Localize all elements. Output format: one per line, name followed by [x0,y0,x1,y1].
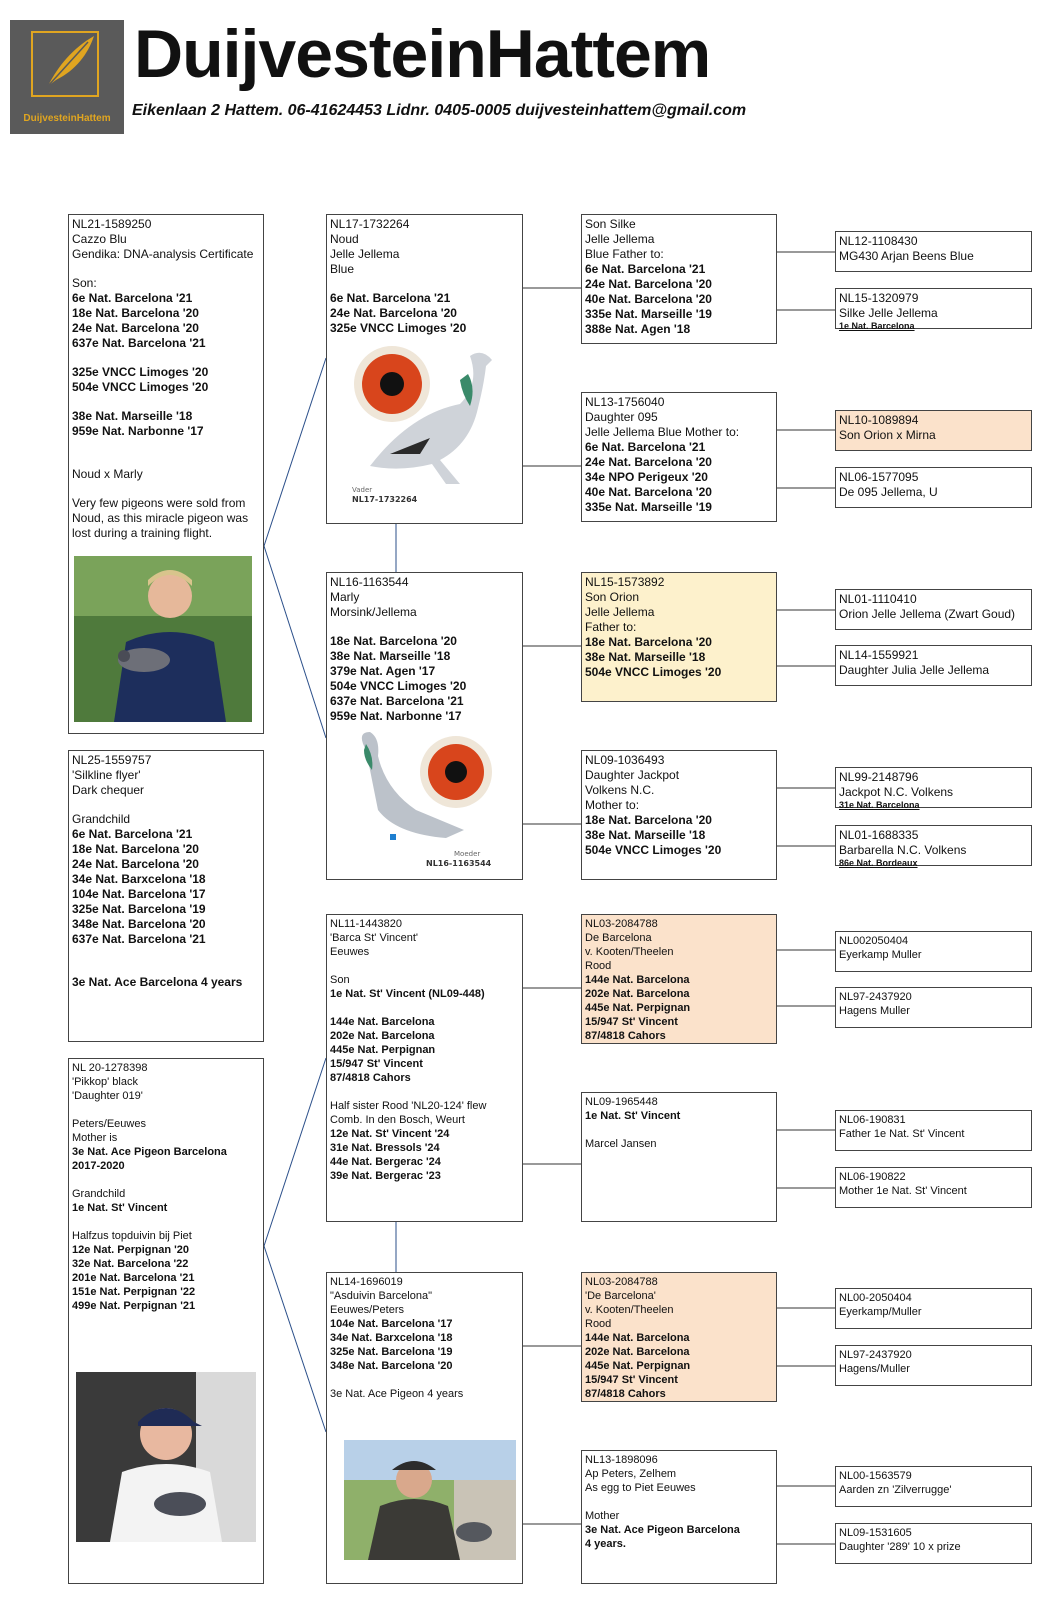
result: 24e Nat. Barcelona '20 [585,455,712,469]
result: 959e Nat. Narbonne '17 [72,424,204,438]
result: 31e Nat. Bressols '24 [330,1142,440,1154]
result: 12e Nat. Perpignan '20 [72,1244,189,1256]
label: Blue Father to: [585,247,664,261]
result: 34e Nat. Barxcelona '18 [330,1332,453,1344]
result: 18e Nat. Barcelona '20 [585,813,712,827]
result: 325e Nat. Barcelona '19 [330,1346,453,1358]
ring-number: NL14-1559921 [839,648,919,662]
pigeon-name: Son Silke [585,217,636,231]
result: 2017-2020 [72,1160,125,1172]
ring-number: NL10-1089894 [839,413,919,427]
pigeon-name: Daughter '289' 10 x prize [839,1541,961,1553]
result: 379e Nat. Agen '17 [330,664,436,678]
result: 325e Nat. Barcelona '19 [72,902,206,916]
result: 18e Nat. Barcelona '20 [72,842,199,856]
pigeon-name: "Asduivin Barcelona" [330,1290,432,1302]
result: 44e Nat. Bergerac '24 [330,1156,441,1168]
label: Grandchild [72,812,131,826]
ring-number: NL03-2084788 [585,918,658,930]
ring-number: NL03-2084788 [585,1276,658,1288]
ring-number: NL11-1443820 [330,918,402,930]
great-grandparent-card [835,931,1032,972]
sire2-card [326,914,523,1222]
result: 504e VNCC Limoges '20 [585,665,722,679]
result: 504e VNCC Limoges '20 [330,679,467,693]
dam-photo [356,730,500,870]
label: Grandchild [72,1188,126,1200]
breeder: v. Kooten/Theelen [585,946,674,958]
result: 445e Nat. Perpignan [585,1002,691,1014]
certificate: Gendika: DNA-analysis Certificate [72,247,254,261]
parents: Noud x Marly [72,467,143,481]
great-grandparent-card [835,467,1032,508]
result: 4 years. [585,1538,626,1550]
result: 348e Nat. Barcelona '20 [72,917,206,931]
result: 445e Nat. Perpignan [585,1360,691,1372]
logo-text: DuijvesteinHattem [23,113,111,124]
pigeon-name: Daughter 095 [585,410,658,424]
result: 637e Nat. Barcelona '21 [72,336,206,350]
ancestor-card [581,1092,777,1222]
ancestor-card [581,750,777,880]
ring-number: NL09-1531605 [839,1527,912,1539]
result: 15/947 St' Vincent [330,1058,423,1070]
result: 637e Nat. Barcelona '21 [330,694,464,708]
result: 6e Nat. Barcelona '21 [585,440,706,454]
pigeon-name: Jackpot N.C. Volkens [839,785,954,799]
result: 388e Nat. Agen '18 [585,322,691,336]
result: 104e Nat. Barcelona '17 [72,887,206,901]
ring-number: NL00-2050404 [839,1292,912,1304]
result: 1e Nat. St' Vincent (NL09-448) [330,988,485,1000]
ring-number: NL09-1965448 [585,1096,658,1108]
page-title: DuijvesteinHattem [134,16,711,92]
result: 18e Nat. Barcelona '20 [72,306,199,320]
breeder: Jelle Jellema [330,247,400,261]
pigeon-name: Eyerkamp/Muller [839,1306,922,1318]
pigeon-name: Mother 1e Nat. St' Vincent [839,1185,967,1197]
ancestor-card [581,214,777,344]
result: 87/4818 Cahors [330,1072,411,1084]
ring-number: NL97-2437920 [839,991,912,1003]
ring-number: NL17-1732264 [330,217,410,231]
ancestor-card-highlight [581,914,777,1044]
result: 144e Nat. Barcelona [585,1332,690,1344]
breeder: Eeuwes [330,946,370,958]
great-grandparent-card [835,767,1032,808]
pigeon-name: Cazzo Blu [72,232,127,246]
note: Comb. In den Bosch, Weurt [330,1114,465,1126]
owner: Peters/Eeuwes [72,1118,146,1130]
pigeon-name: Father 1e Nat. St' Vincent [839,1128,965,1140]
ancestor-card [581,392,777,522]
result: 15/947 St' Vincent [585,1016,678,1028]
result: 38e Nat. Marseille '18 [72,409,193,423]
ancestor-card-highlight [581,1272,777,1402]
result: 151e Nat. Perpignan '22 [72,1286,196,1298]
result: 3e Nat. Ace Pigeon Barcelona [585,1524,740,1536]
sire-photo-caption: Vader [352,486,373,494]
breeder: Volkens N.C. [585,783,655,797]
result: 6e Nat. Barcelona '21 [72,291,193,305]
result: 348e Nat. Barcelona '20 [330,1360,453,1372]
result: 6e Nat. Barcelona '21 [585,262,706,276]
breeder: Jelle Jellema [585,232,655,246]
ancestor-card-highlight [581,572,777,702]
color: Dark chequer [72,783,145,797]
result: 32e Nat. Barcelona '22 [72,1258,189,1270]
note: As egg to Piet Eeuwes [585,1482,696,1494]
result: 18e Nat. Barcelona '20 [585,635,712,649]
note: Half sister Rood 'NL20-124' flew [330,1100,487,1112]
result: 202e Nat. Barcelona [585,1346,690,1358]
pigeon-name: Son Orion [585,590,640,604]
result: 325e VNCC Limoges '20 [330,321,467,335]
ring-number: NL15-1573892 [585,575,665,589]
great-grandparent-card [835,1110,1032,1151]
result: 104e Nat. Barcelona '17 [330,1318,453,1330]
breeder-photo [76,1372,256,1542]
ring-number: NL16-1163544 [330,575,409,589]
result: 18e Nat. Barcelona '20 [330,634,457,648]
result: 6e Nat. Barcelona '21 [330,291,451,305]
ring-number: NL25-1559757 [72,753,152,767]
great-grandparent-card [835,1523,1032,1564]
result: 202e Nat. Barcelona [585,988,690,1000]
ring-number: NL06-190822 [839,1171,906,1183]
result: 15/947 St' Vincent [585,1374,678,1386]
breeder: Jelle Jellema [585,605,655,619]
breeder: v. Kooten/Theelen [585,1304,674,1316]
breeder: Ap Peters, Zelhem [585,1468,677,1480]
label: Mother is [72,1132,118,1144]
ring-number: NL 20-1278398 [72,1062,148,1074]
great-grandparent-card [835,1345,1032,1386]
result: 335e Nat. Marseille '19 [585,500,712,514]
result: 24e Nat. Barcelona '20 [585,277,712,291]
ring-number: NL13-1756040 [585,395,665,409]
ring-number: NL15-1320979 [839,291,919,305]
color: Rood [585,1318,612,1330]
great-grandparent-card [835,231,1032,272]
ring-number: NL06-190831 [839,1114,906,1126]
pigeon-name: De 095 Jellema, U [839,485,938,499]
result: 335e Nat. Marseille '19 [585,307,712,321]
result: 38e Nat. Marseille '18 [330,649,451,663]
pigeon-name: Hagens Muller [839,1005,910,1017]
result: 24e Nat. Barcelona '20 [330,306,457,320]
ring-number: NL09-1036493 [585,753,665,767]
result: 202e Nat. Barcelona [330,1030,435,1042]
result: 1e Nat. St' Vincent [72,1202,168,1214]
note: lost during a training flight. [72,526,213,540]
great-grandparent-card [835,1167,1032,1208]
result: 38e Nat. Marseille '18 [585,828,706,842]
result: 39e Nat. Bergerac '23 [330,1170,441,1182]
pigeon-card-grandchild [68,750,264,1042]
note: 3e Nat. Ace Pigeon 4 years [330,1388,464,1400]
note: 'Daughter 019' [72,1090,143,1102]
result: 87/4818 Cahors [585,1388,666,1400]
breeder: Eeuwes/Peters [330,1304,404,1316]
result: 1e Nat. St' Vincent [585,1110,681,1122]
breeder-photo [344,1440,516,1560]
ring-number: NL12-1108430 [839,234,918,248]
label: Father to: [585,620,637,634]
pigeon-name: MG430 Arjan Beens Blue [839,249,974,263]
pigeon-name: Daughter Julia Jelle Jellema [839,663,990,677]
label: Son [330,974,350,986]
great-grandparent-card [835,987,1032,1028]
pigeon-name: Aarden zn 'Zilverrugge' [839,1484,952,1496]
contact-line: Eikenlaan 2 Hattem. 06-41624453 Lidnr. 0405-0005 duijvesteinhattem@gmail.com [132,102,747,119]
result-note: 1e Nat. Barcelona [839,321,915,331]
result: 87/4818 Cahors [585,1030,666,1042]
pigeon-name: Marly [330,590,360,604]
result: 34e NPO Perigeux '20 [585,470,708,484]
breeder: Marcel Jansen [585,1138,657,1150]
great-grandparent-card-highlight [835,410,1032,451]
result: 24e Nat. Barcelona '20 [72,857,199,871]
result: 499e Nat. Perpignan '21 [72,1300,196,1312]
breeder: Morsink/Jellema [330,605,417,619]
result: 40e Nat. Barcelona '20 [585,485,712,499]
great-grandparent-card [835,288,1032,329]
ring-number: NL99-2148796 [839,770,919,784]
pigeon-name: Son Orion x Mirna [839,428,936,442]
great-grandparent-card [835,1288,1032,1329]
ring-number: NL00-1563579 [839,1470,912,1482]
dam-photo-ring: NL16-1163544 [426,859,492,868]
label: Mother to: [585,798,640,812]
result: 24e Nat. Barcelona '20 [72,321,199,335]
ring-number: NL97-2437920 [839,1349,912,1361]
ring-number: NL01-1110410 [839,592,917,606]
pigeon-name: Orion Jelle Jellema (Zwart Goud) [839,607,1016,621]
great-grandparent-card [835,825,1032,866]
pigeon-name: 'De Barcelona' [585,1290,656,1302]
label: Mother [585,1510,620,1522]
label: Son: [72,276,97,290]
dam-photo-caption: Moeder [454,850,481,858]
result: 637e Nat. Barcelona '21 [72,932,206,946]
pigeon-name: De Barcelona [585,932,652,944]
result: 504e VNCC Limoges '20 [585,843,722,857]
note: Noud, as this miracle pigeon was [72,511,249,525]
pigeon-name: Barbarella N.C. Volkens [839,843,967,857]
great-grandparent-card [835,589,1032,630]
pigeon-name: Silke Jelle Jellema [839,306,938,320]
pigeon-name: Noud [330,232,359,246]
pigeon-name: 'Barca St' Vincent' [330,932,419,944]
result: 144e Nat. Barcelona [330,1016,435,1028]
great-grandparent-card [835,1466,1032,1507]
result: 3e Nat. Ace Barcelona 4 years [72,975,243,989]
ring-number: NL14-1696019 [330,1276,403,1288]
great-grandparent-card [835,645,1032,686]
color: Rood [585,960,612,972]
pigeon-name: Eyerkamp Muller [839,949,922,961]
result: 504e VNCC Limoges '20 [72,380,209,394]
note: Very few pigeons were sold from [72,496,246,510]
result: 959e Nat. Narbonne '17 [330,709,462,723]
result: 445e Nat. Perpignan [330,1044,436,1056]
result: 12e Nat. St' Vincent '24 [330,1128,450,1140]
color: Blue [330,262,355,276]
sire-photo [350,344,500,514]
result: 201e Nat. Barcelona '21 [72,1272,195,1284]
result: 40e Nat. Barcelona '20 [585,292,712,306]
result: 34e Nat. Barxcelona '18 [72,872,206,886]
breeder-photo [74,556,252,722]
ring-number: NL01-1688335 [839,828,919,842]
note: Halfzus topduivin bij Piet [72,1230,192,1242]
pigeon-name: 'Silkline flyer' [72,768,141,782]
ancestor-card [581,1450,777,1584]
result: 3e Nat. Ace Pigeon Barcelona [72,1146,227,1158]
pigeon-name: 'Pikkop' black [72,1076,138,1088]
ring-number: NL13-1898096 [585,1454,658,1466]
pigeon-name: Daughter Jackpot [585,768,680,782]
result-note: 31e Nat. Barcelona [839,800,920,810]
pigeon-name: Hagens/Muller [839,1363,910,1375]
ring-number: NL002050404 [839,935,909,947]
result-note: 86e Nat. Bordeaux [839,858,918,868]
result: 6e Nat. Barcelona '21 [72,827,193,841]
result: 38e Nat. Marseille '18 [585,650,706,664]
sire-photo-ring: NL17-1732264 [352,495,418,504]
ring-number: NL06-1577095 [839,470,919,484]
label: Jelle Jellema Blue Mother to: [585,425,740,439]
ring-number: NL21-1589250 [72,217,152,231]
result: 325e VNCC Limoges '20 [72,365,209,379]
result: 144e Nat. Barcelona [585,974,690,986]
